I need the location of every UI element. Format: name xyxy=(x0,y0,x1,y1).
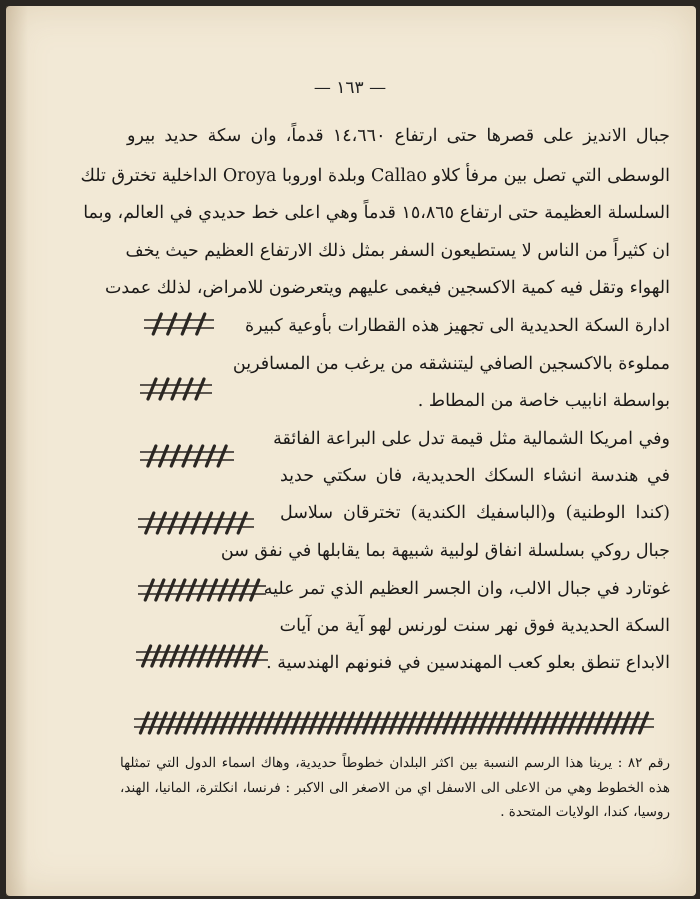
track-tie xyxy=(212,713,220,733)
track-tie xyxy=(381,713,389,733)
track-tie xyxy=(182,314,190,334)
track-tie xyxy=(452,713,460,733)
track-tie xyxy=(251,580,259,600)
track-tie xyxy=(559,713,567,733)
track-tie xyxy=(238,713,246,733)
caption-line: رقم ٨٢ : يرينا هذا الرسم النسبة بين اكثر البلدان خطوطاً حديدية، وهاك اسماء الدول التي تمثلها xyxy=(120,755,671,771)
track-tie xyxy=(417,713,425,733)
track-tie xyxy=(426,713,434,733)
page-number: — ١٦٣ — xyxy=(313,78,387,98)
track-tie xyxy=(238,513,246,533)
caption-line: هذه الخطوط وهي من الاعلى الى الاسفل اي من الاصغر الى الاكبر : فرنسا، انكلترة، المانيا، الهند، xyxy=(120,780,670,796)
track-tie xyxy=(408,713,416,733)
track-tie xyxy=(497,713,505,733)
track-tie xyxy=(203,713,211,733)
track-tie xyxy=(253,646,261,666)
track-tie xyxy=(337,713,345,733)
track-tie xyxy=(166,580,174,600)
track-tie xyxy=(604,713,612,733)
body-line: مملوءة بالاكسجين الصافي ليتنشقه من يرغب من المسافرين xyxy=(232,354,670,374)
track-tie xyxy=(390,713,398,733)
track-tie xyxy=(230,580,238,600)
track-tie xyxy=(148,446,156,466)
track-tie xyxy=(550,713,558,733)
track-tie xyxy=(363,713,371,733)
track-tie xyxy=(158,713,166,733)
body-line: السكة الحديدية فوق نهر سنت لورنس لهو آية من آيات xyxy=(279,616,670,636)
track-tie xyxy=(235,646,243,666)
body-line: جبال الانديز على قصرها حتى ارتفاع ١٤،٦٦٠ قدماً، وان سكة حديد بيرو xyxy=(127,126,670,146)
track-tie xyxy=(470,713,478,733)
track-tie xyxy=(192,513,200,533)
track-tie xyxy=(168,314,176,334)
track-tie xyxy=(274,713,282,733)
track-tie xyxy=(149,713,157,733)
track-tie xyxy=(143,646,151,666)
track-tie xyxy=(170,646,178,666)
track-tie xyxy=(183,446,191,466)
track-tie xyxy=(148,379,156,399)
track-tie xyxy=(568,713,576,733)
track-tie xyxy=(240,580,248,600)
track-tie xyxy=(613,713,621,733)
track-tie xyxy=(146,513,154,533)
track-tie xyxy=(640,713,648,733)
track-tie xyxy=(187,580,195,600)
track-tie xyxy=(185,713,193,733)
track-tie xyxy=(515,713,523,733)
track-tie xyxy=(230,713,238,733)
track-tie xyxy=(283,713,291,733)
track-tie xyxy=(153,314,161,334)
track-tie xyxy=(328,713,336,733)
track-tie xyxy=(145,580,153,600)
body-line: وفي امريكا الشمالية مثل قيمة تدل على البراعة الفائقة xyxy=(273,429,670,449)
track-tie xyxy=(542,713,550,733)
track-tie xyxy=(171,446,179,466)
track-tie xyxy=(215,513,223,533)
track-tie xyxy=(206,446,214,466)
track-tie xyxy=(586,713,594,733)
track-tie xyxy=(180,646,188,666)
track-tie xyxy=(189,646,197,666)
body-line: ادارة السكة الحديدية الى تجهيز هذه القطارات بأوعية كبيرة xyxy=(244,316,670,336)
track-tie xyxy=(226,646,234,666)
track-tie xyxy=(310,713,318,733)
track-tie xyxy=(219,580,227,600)
body-line: ان كثيراً من الناس لا يستطيعون السفر بمثل ذلك الارتفاع العظيم حيث يخف xyxy=(125,241,670,261)
track-tie xyxy=(399,713,407,733)
track-tie xyxy=(533,713,541,733)
track-tie xyxy=(209,580,217,600)
track-tie xyxy=(301,713,309,733)
track-tie xyxy=(197,314,205,334)
track-tie xyxy=(207,646,215,666)
track-tie xyxy=(198,646,206,666)
track-tie xyxy=(161,646,169,666)
track-tie xyxy=(218,446,226,466)
body-line: (كندا الوطنية) و(الباسفيك الكندية) تخترقان سلاسل xyxy=(280,503,670,523)
track-tie xyxy=(160,379,168,399)
track-tie xyxy=(247,713,255,733)
track-tie xyxy=(167,713,175,733)
track-tie xyxy=(169,513,177,533)
body-line: بواسطة انابيب خاصة من المطاط . xyxy=(417,391,670,411)
body-line: في هندسة انشاء السكك الحديدية، فان سكتي حديد xyxy=(280,466,670,486)
track-tie xyxy=(372,713,380,733)
body-line: غوتارد في جبال الالب، وان الجسر العظيم الذي تمر عليه xyxy=(263,579,670,599)
track-tie xyxy=(345,713,353,733)
track-tie xyxy=(265,713,273,733)
track-tie xyxy=(196,379,204,399)
track-tie xyxy=(488,713,496,733)
track-tie xyxy=(506,713,514,733)
caption-line: روسيا، كندا، الولايات المتحدة . xyxy=(500,804,670,820)
body-line: الابداع تنطق بعلو كعب المهندسين في فنونهم الهندسية . xyxy=(266,653,670,673)
track-tie xyxy=(140,713,148,733)
track-tie xyxy=(461,713,469,733)
track-tie xyxy=(204,513,212,533)
track-tie xyxy=(152,646,160,666)
track-tie xyxy=(319,713,327,733)
track-tie xyxy=(156,580,164,600)
track-tie xyxy=(157,513,165,533)
track-tie xyxy=(198,580,206,600)
track-tie xyxy=(256,713,264,733)
track-tie xyxy=(631,713,639,733)
track-tie xyxy=(195,446,203,466)
track-tie xyxy=(184,379,192,399)
track-tie xyxy=(177,580,185,600)
track-tie xyxy=(221,713,229,733)
track-tie xyxy=(524,713,532,733)
track-tie xyxy=(244,646,252,666)
track-tie xyxy=(479,713,487,733)
track-tie xyxy=(216,646,224,666)
body-line: السلسلة العظيمة حتى ارتفاع ١٥،٨٦٥ قدماً وهي اعلى خط حديدي في العالم، وبما xyxy=(83,203,670,223)
track-tie xyxy=(577,713,585,733)
track-tie xyxy=(292,713,300,733)
track-tie xyxy=(622,713,630,733)
body-line: جبال روكي بسلسلة انفاق لولبية شبيهة بما يقابلها في نفق سن xyxy=(220,541,670,561)
track-tie xyxy=(176,713,184,733)
track-tie xyxy=(595,713,603,733)
track-tie xyxy=(180,513,188,533)
body-line: الهواء وتقل فيه كمية الاكسجين فيغمى عليهم ويتعرضون للامراض، لذلك عمدت xyxy=(104,278,670,298)
track-tie xyxy=(194,713,202,733)
body-line: الوسطى التي تصل بين مرفأ كلاو Callao وبلدة اوروبا Oroya الداخلية تخترق تلك xyxy=(80,166,670,186)
track-tie xyxy=(354,713,362,733)
track-tie xyxy=(160,446,168,466)
track-tie xyxy=(435,713,443,733)
track-tie xyxy=(172,379,180,399)
track-tie xyxy=(443,713,451,733)
track-tie xyxy=(227,513,235,533)
